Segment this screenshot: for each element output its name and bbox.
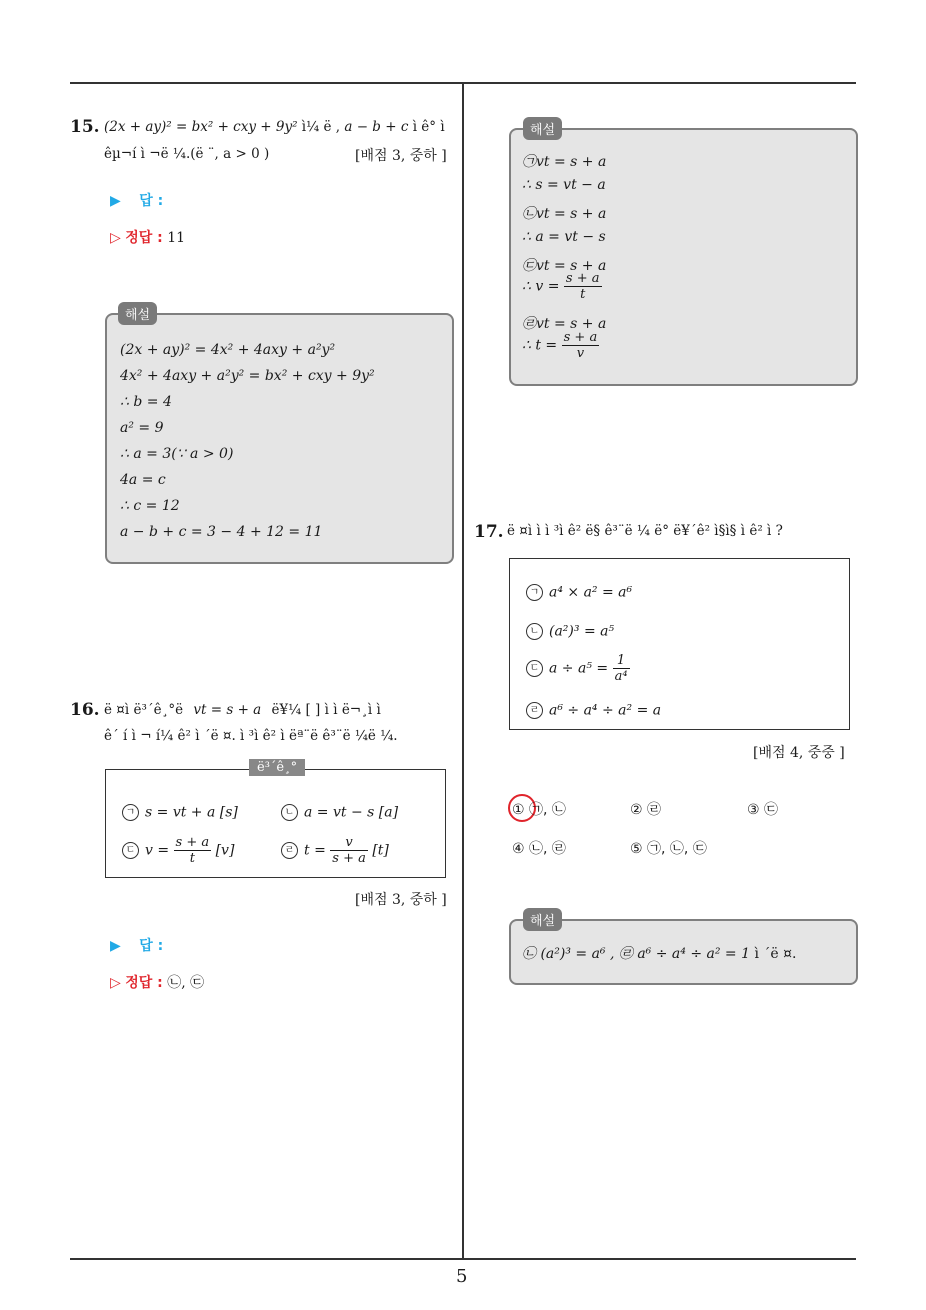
item-rhs: [t]: [372, 842, 389, 859]
marker-icon: ㄹ: [526, 702, 543, 719]
marker-icon: ㄱ: [526, 584, 543, 601]
fraction: [613, 653, 630, 684]
math-expr: vt = s + a: [193, 702, 262, 718]
example-item: [122, 835, 234, 866]
item-expr: a⁴ × a² = a⁶: [549, 584, 633, 601]
item-expr: a = vt − s [a]: [304, 804, 399, 821]
item-expr: a⁶ ÷ a⁴ ÷ a² = a: [549, 702, 662, 719]
points-label: [배점 3, 중하 ]: [355, 148, 447, 164]
marker-icon: ㄴ: [281, 804, 298, 821]
solution-line: ∴ a = vt − s: [522, 229, 606, 245]
numerator: s + a: [175, 835, 210, 850]
item-rhs: [v]: [215, 842, 235, 859]
numerator: s + a: [563, 330, 598, 345]
solution-tag: 해설: [523, 117, 562, 140]
outline-triangle-icon: ▷: [110, 230, 121, 246]
example-item: [281, 835, 389, 866]
solution-line: 4x² + 4axy + a²y² = bx² + cxy + 9y²: [120, 368, 375, 384]
choice-1[interactable]: [512, 799, 566, 819]
solution-line: ∴ s = vt − a: [522, 177, 606, 193]
math-expr: a − b + c: [344, 119, 409, 135]
numerator: 1: [613, 653, 630, 669]
fraction: [174, 835, 212, 866]
statement-item: [526, 653, 630, 684]
solution-line: [522, 271, 602, 302]
example-item: [281, 804, 398, 821]
answer-row: [110, 935, 163, 955]
denominator: a⁴: [614, 669, 628, 684]
item-lhs: t =: [304, 842, 326, 859]
garbled-text: ë ¤ì ë³´ê¸°ë: [104, 702, 184, 718]
question-number: 17.: [474, 522, 504, 542]
solution-line: a − b + c = 3 − 4 + 12 = 11: [120, 524, 323, 540]
marker-icon: ㄷ: [526, 660, 543, 677]
math-expr: (2x + ay)² = bx² + cxy + 9y²: [104, 119, 298, 135]
fraction: [562, 330, 600, 361]
play-triangle-icon: ▶: [110, 193, 121, 209]
column-divider: [462, 83, 464, 1259]
bottom-rule: [70, 1258, 856, 1260]
question-text: ë ¤ì ì ì ³ì ê² ë§ ê³¨ë ¼ ë° ë¥´ê² ì§ì§ ì ê² ì ?: [507, 523, 783, 539]
item-expr: s = vt + a [s]: [145, 804, 238, 821]
choice-4[interactable]: [512, 838, 566, 858]
marker-icon: ㄹ: [281, 842, 298, 859]
points-label: [배점 4, 중중 ]: [753, 745, 845, 761]
choice-text: ㉣: [647, 802, 662, 818]
solution-tag: 해설: [523, 908, 562, 931]
question-number: 16.: [70, 700, 100, 720]
numerator: v: [330, 835, 368, 851]
answer-label: 답 :: [139, 938, 164, 954]
marker-icon: ㄷ: [122, 842, 139, 859]
fraction: [330, 835, 368, 866]
solution-line: 4a = c: [120, 472, 166, 488]
solution-expr: ㉡ (a²)³ = a⁶ , ㉣ a⁶ ÷ a⁴ ÷ a² = 1: [522, 946, 751, 962]
correct-label: 정답 :: [125, 230, 163, 246]
choice-number: ⑤: [630, 841, 643, 857]
correct-value: ㉡, ㉢: [167, 975, 205, 991]
choice-text: ㉠, ㉡: [529, 802, 566, 818]
solution-line: (2x + ay)² = 4x² + 4axy + a²y²: [120, 342, 336, 358]
question-text-line2: ê´ í ì ¬ í¼ ê² ì ´ë ¤. ì ³ì ê² ì ëª¨ë ê³¨ë ¼ë ¼.: [104, 728, 398, 744]
correct-label: 정답 :: [125, 975, 163, 991]
solution-line: ㉡vt = s + a: [522, 206, 607, 222]
outline-triangle-icon: ▷: [110, 975, 121, 991]
correct-answer-row: [110, 972, 204, 992]
solution-line: ㉢vt = s + a: [522, 258, 607, 274]
statement-item: [526, 584, 632, 601]
choice-number: ③: [747, 802, 760, 818]
numerator: s + a: [565, 271, 600, 286]
choice-text: ㉡, ㉣: [529, 841, 566, 857]
answer-label: 답 :: [139, 193, 164, 209]
denominator: s + a: [332, 851, 366, 866]
garbled-text: ì ´ë ¤.: [754, 946, 797, 962]
question-text-line2: êµ¬í ì ¬ë ¼.(ë ¨, a > 0 ): [104, 146, 270, 162]
statement-item: [526, 623, 614, 640]
fraction: [564, 271, 602, 302]
choice-number: ④: [512, 841, 525, 857]
choice-5[interactable]: [630, 838, 707, 858]
choice-3[interactable]: [747, 799, 778, 819]
solution-line: ∴ c = 12: [120, 498, 180, 514]
example-box-tag: ë³´ê¸°: [249, 759, 305, 776]
example-item: [122, 804, 238, 821]
question-text-line1: [104, 697, 381, 723]
question-text-line1: [104, 114, 445, 140]
solution-line: a² = 9: [120, 420, 164, 436]
marker-icon: ㄱ: [122, 804, 139, 821]
solution-lhs: ∴ v =: [522, 278, 560, 295]
garbled-text: ì ê° ì: [412, 119, 445, 135]
points-label: [배점 3, 중하 ]: [355, 892, 447, 908]
choice-text: ㉠, ㉡, ㉢: [647, 841, 707, 857]
correct-value: 11: [167, 230, 186, 246]
choice-number: ②: [630, 802, 643, 818]
item-expr: (a²)³ = a⁵: [549, 623, 615, 640]
solution-line: ㉣vt = s + a: [522, 316, 607, 332]
solution-lhs: ∴ t =: [522, 337, 558, 354]
page-number: 5: [456, 1266, 468, 1287]
choice-number: ①: [512, 802, 525, 818]
solution-line: [522, 943, 797, 963]
solution-tag: 해설: [118, 302, 157, 325]
choice-2[interactable]: [630, 799, 661, 819]
garbled-text: ë¥¼ [ ] ì ì ë¬¸ì ì: [271, 702, 381, 718]
solution-line: ㉠vt = s + a: [522, 154, 607, 170]
question-number: 15.: [70, 117, 100, 137]
solution-line: ∴ b = 4: [120, 394, 172, 410]
answer-row: [110, 190, 163, 210]
denominator: t: [189, 851, 195, 866]
denominator: t: [580, 287, 586, 302]
marker-icon: ㄴ: [526, 623, 543, 640]
solution-line: [522, 330, 599, 361]
choice-text: ㉢: [764, 802, 779, 818]
item-lhs: v =: [145, 842, 170, 859]
play-triangle-icon: ▶: [110, 938, 121, 954]
item-lhs: a ÷ a⁵ =: [549, 660, 609, 677]
denominator: v: [576, 346, 585, 361]
garbled-text: ì¼ ë ,: [301, 119, 341, 135]
statement-item: [526, 702, 661, 719]
correct-answer-row: [110, 227, 185, 247]
solution-line: ∴ a = 3(∵ a > 0): [120, 446, 234, 462]
